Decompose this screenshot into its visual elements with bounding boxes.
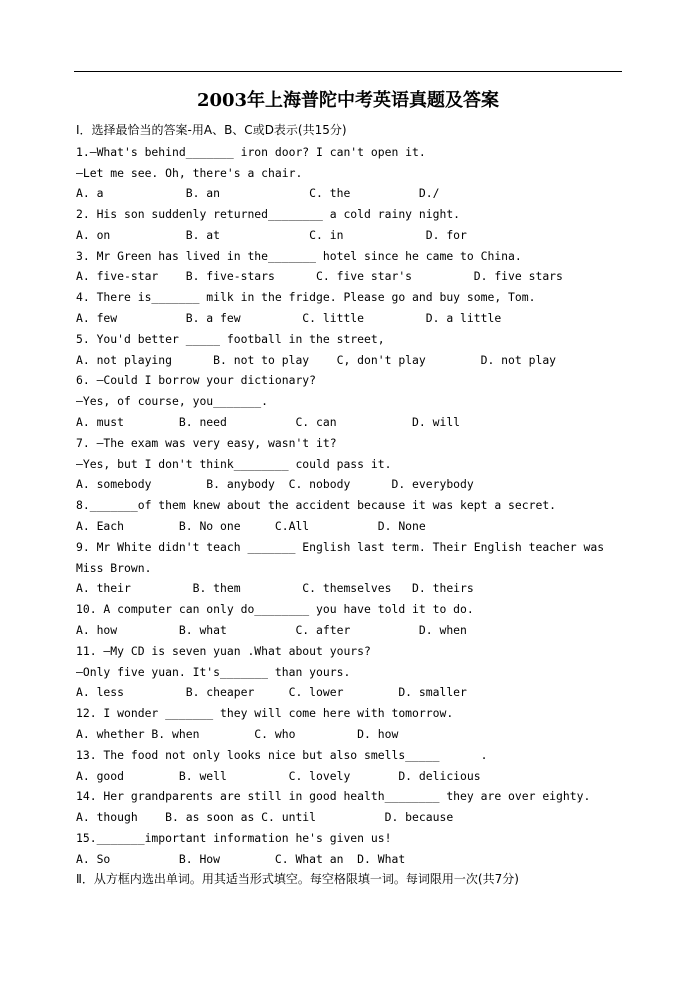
- page-title: 2003年上海普陀中考英语真题及答案: [196, 90, 500, 111]
- question-line: 15._______important information he's given us!: [76, 831, 392, 845]
- question-line: 11. —My CD is seven yuan .What about yours?: [76, 644, 371, 658]
- question-line: 12. I wonder _______ they will come here with tomorrow.: [76, 706, 454, 720]
- question-line: 3. Mr Green has lived in the_______ hotel since he came to China.: [76, 249, 522, 263]
- options-line: A. somebody B. anybody C. nobody D. everybody: [76, 477, 474, 491]
- question-line: 1.—What's behind_______ iron door? I can't open it.: [76, 145, 426, 159]
- question-line: Miss Brown.: [76, 561, 152, 575]
- options-line: A. whether B. when C. who D. how: [76, 727, 399, 741]
- options-line: A. a B. an C. the D./: [76, 186, 440, 200]
- question-line: 6. —Could I borrow your dictionary?: [76, 373, 317, 387]
- question-line: 4. There is_______ milk in the fridge. Please go and buy some, Tom.: [76, 290, 536, 304]
- options-line: A. good B. well C. lovely D. delicious: [76, 769, 481, 783]
- question-line: 7. —The exam was very easy, wasn't it?: [76, 436, 337, 450]
- options-line: A. less B. cheaper C. lower D. smaller: [76, 685, 467, 699]
- question-line: 2. His son suddenly returned________ a cold rainy night.: [76, 207, 461, 221]
- options-line: A. though B. as soon as C. until D. because: [76, 810, 454, 824]
- options-line: A. their B. them C. themselves D. theirs: [76, 581, 474, 595]
- options-line: A. Each B. No one C.All D. None: [76, 519, 426, 533]
- question-line: 8._______of them knew about the accident because it was kept a secret.: [76, 498, 557, 512]
- section-2-heading: Ⅱ．从方框内选出单词。用其适当形式填空。每空格限填一词。每词限用一次(共7分): [76, 872, 519, 886]
- question-line: 10. A computer can only do________ you have told it to do.: [76, 602, 474, 616]
- top-rule: [74, 71, 622, 72]
- question-line: 9. Mr White didn't teach _______ English last term. Their English teacher was: [76, 540, 605, 554]
- options-line: A. So B. How C. What an D. What: [76, 852, 406, 866]
- options-line: A. must B. need C. can D. will: [76, 415, 461, 429]
- section-1-heading: I．选择最恰当的答案-用A、B、C或D表示(共15分): [76, 123, 347, 137]
- question-line: 14. Her grandparents are still in good health________ they are over eighty.: [76, 789, 591, 803]
- question-line: 5. You'd better _____ football in the street,: [76, 332, 385, 346]
- question-line: 13. The food not only looks nice but also smells_____ .: [76, 748, 488, 762]
- options-line: A. few B. a few C. little D. a little: [76, 311, 502, 325]
- options-line: A. how B. what C. after D. when: [76, 623, 467, 637]
- question-line: —Let me see. Oh, there's a chair.: [76, 166, 303, 180]
- options-line: A. on B. at C. in D. for: [76, 228, 467, 242]
- question-line: —Yes, of course, you_______.: [76, 394, 269, 408]
- options-line: A. five-star B. five-stars C. five star's D. five stars: [76, 269, 563, 283]
- options-line: A. not playing B. not to play C, don't play D. not play: [76, 353, 557, 367]
- question-line: —Yes, but I don't think________ could pass it.: [76, 457, 392, 471]
- question-line: —Only five yuan. It's_______ than yours.: [76, 665, 351, 679]
